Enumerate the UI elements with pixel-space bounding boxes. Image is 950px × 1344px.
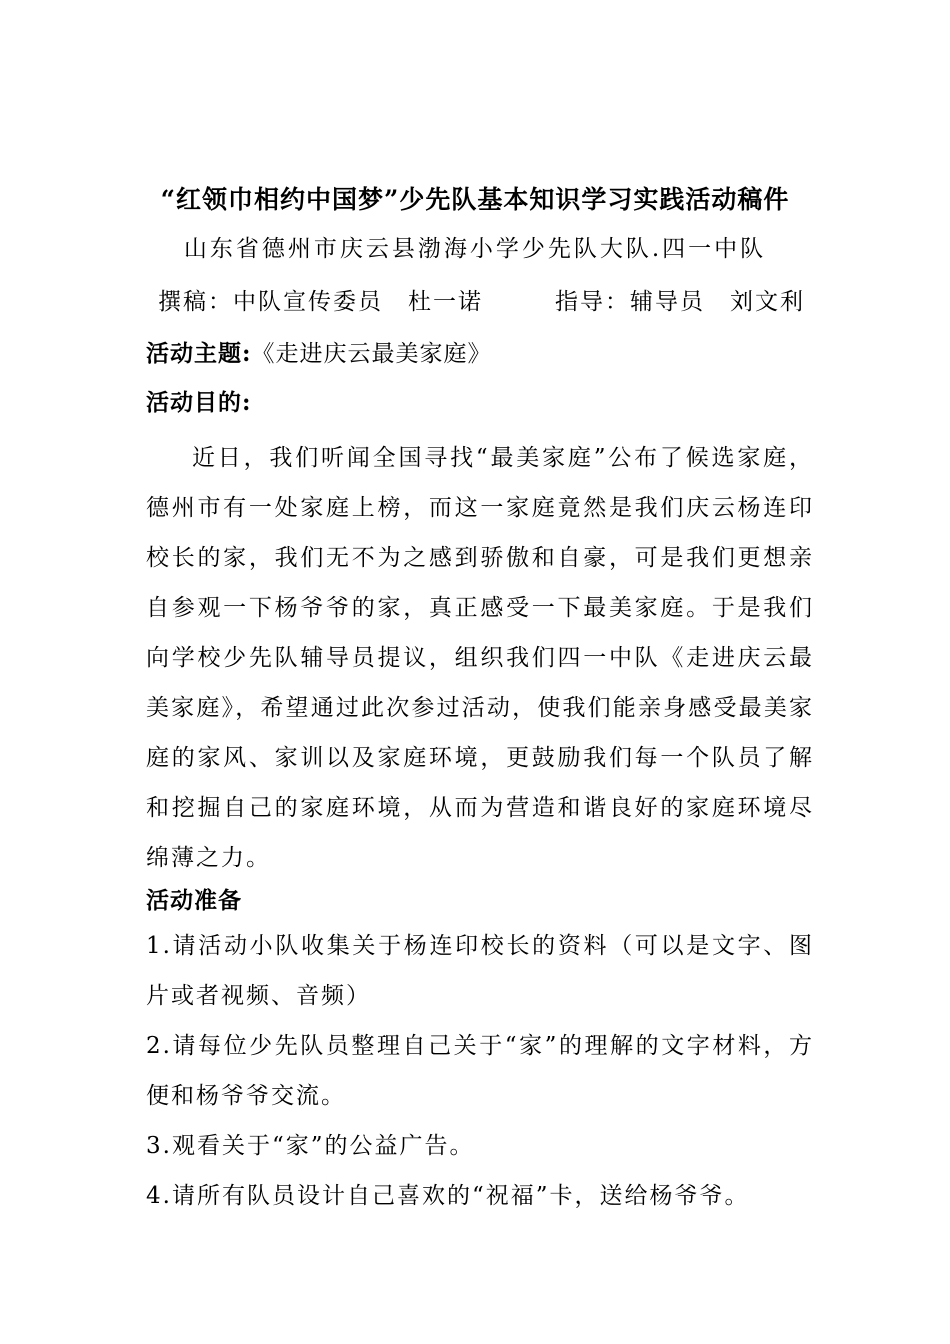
prep-item-1: 1.请活动小队收集关于杨连印校长的资料（可以是文字、图片或者视频、音频）	[146, 933, 814, 1009]
theme-line	[146, 335, 492, 368]
prep-item-3: 3.观看关于“家”的公益广告。	[146, 1133, 475, 1159]
prep-label: 活动准备	[146, 887, 242, 914]
purpose-paragraph: 近日，我们听闻全国寻找“最美家庭”公布了候选家庭，德州市有一处家庭上榜，而这一家庭竟然是我们庆云杨连印校长的家，我们无不为之感到骄傲和自豪，可是我们更想亲自参观一下杨爷爷的家，真正感受一下最美家庭。于是我们向学校少先队辅导员提议，组织我们四一中队《走进庆云最美家庭》，希望通过此次参过活动，使我们能亲身感受最美家庭的家风、家训以及家庭环境，更鼓励我们每一个队员了解和挖掘自己的家庭环境，从而为营造和谐良好的家庭环境尽绵薄之力。	[146, 445, 814, 871]
theme-value: 《走进庆云最美家庭》	[251, 341, 492, 367]
guide-line: 指导：辅导员 刘文利	[555, 289, 805, 315]
purpose-label: 活动目的:	[146, 389, 252, 416]
prep-item-4: 4.请所有队员设计自己喜欢的“祝福”卡，送给杨爷爷。	[146, 1183, 750, 1209]
document-unit: 山东省德州市庆云县渤海小学少先队大队.四一中队	[183, 236, 767, 262]
document-title: “红领巾相约中国梦”少先队基本知识学习实践活动稿件	[160, 185, 790, 214]
prep-item-2: 2.请每位少先队员整理自己关于“家”的理解的文字材料，方便和杨爷爷交流。	[146, 1033, 814, 1109]
author-line: 撰稿：中队宣传委员 杜一诺	[158, 289, 483, 315]
theme-label: 活动主题:	[146, 340, 252, 367]
